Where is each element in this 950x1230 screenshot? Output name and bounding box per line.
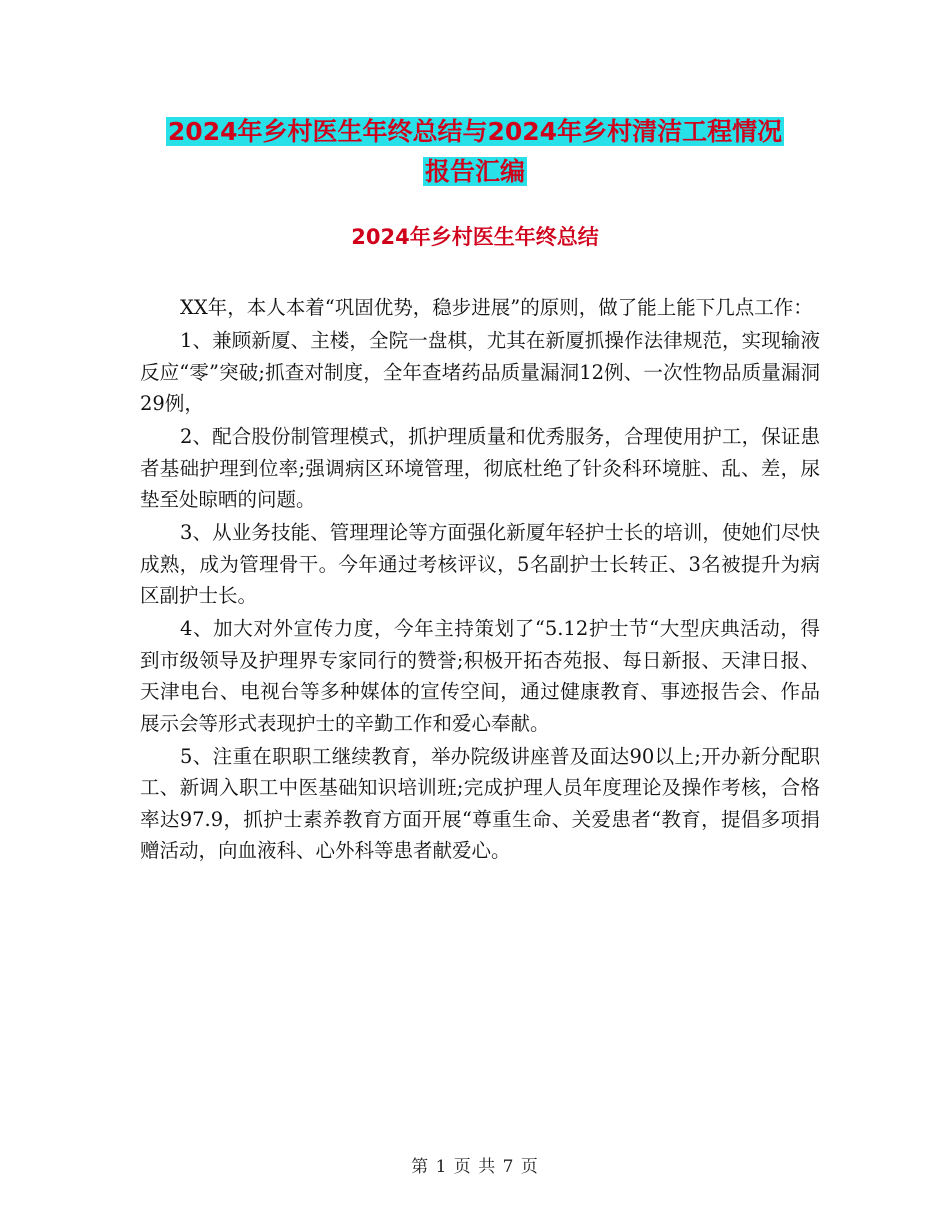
paragraph-intro: XX年，本人本着“巩固优势，稳步进展”的原则，做了能上能下几点工作：: [180, 296, 813, 319]
paragraph-item-3: 3、从业务技能、管理理论等方面强化新厦年轻护士长的培训，使她们尽快成熟，成为管理骨干。今年通过考核评议，5名副护士长转正、3名被提升为病区副护士长。: [140, 521, 820, 607]
paragraph-item-1: 1、兼顾新厦、主楼，全院一盘棋，尤其在新厦抓操作法律规范，实现输液反应“零”突破;抓查对制度，全年查堵药品质量漏洞12例、一次性物品质量漏洞29例，: [140, 329, 820, 415]
page-number-footer: 第 1 页 共 7 页: [411, 1157, 539, 1177]
document-body: [140, 292, 820, 868]
paragraph-item-5: 5、注重在职职工继续教育，举办院级讲座普及面达90以上;开办新分配职工、新调入职工中医基础知识培训班;完成护理人员年度理论及操作考核，合格率达97.9，抓护士素养教育方面开展“尊重生命、关爱患者“教育，提倡多项捐赠活动，向血液科、心外科等患者献爱心。: [140, 744, 820, 862]
document-title-line-1: 2024年乡村医生年终总结与2024年乡村清洁工程情况: [167, 117, 783, 146]
section-heading: 2024年乡村医生年终总结: [351, 225, 599, 249]
document-title: [0, 114, 950, 150]
paragraph-item-4: 4、加大对外宣传力度，今年主持策划了“5.12护士节“大型庆典活动，得到市级领导及护理界专家同行的赞誉;积极开拓杏苑报、每日新报、天津日报、天津电台、电视台等多种媒体的宣传空间，通过健康教育、事迹报告会、作品展示会等形式表现护士的辛勤工作和爱心奉献。: [140, 617, 820, 735]
paragraph-item-2: 2、配合股份制管理模式，抓护理质量和优秀服务，合理使用护工，保证患者基础护理到位率;强调病区环境管理，彻底杜绝了针灸科环境脏、乱、差，尿垫至处晾晒的问题。: [140, 425, 820, 511]
document-title-continued: [0, 154, 950, 190]
document-title-line-2: 报告汇编: [424, 157, 525, 186]
